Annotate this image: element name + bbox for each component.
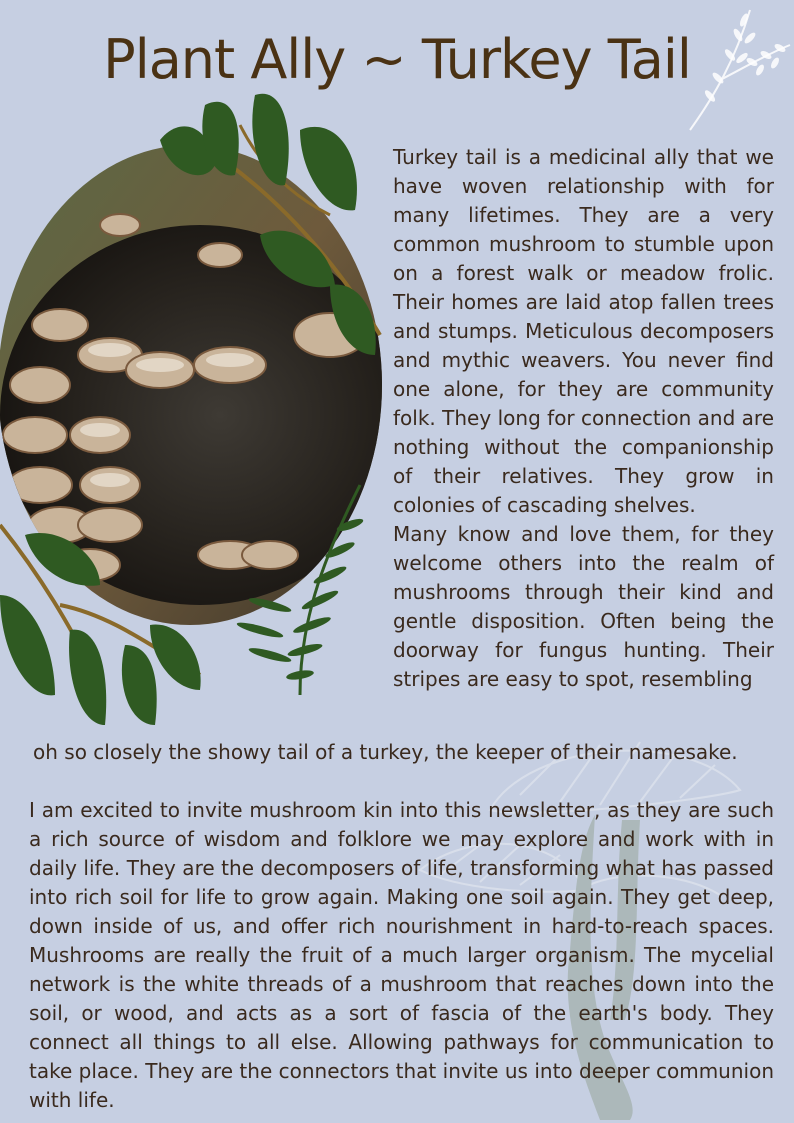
intro-paragraph-1: Turkey tail is a medicinal ally that we have woven relationship with for many lifetimes. They are a very common mushroom to stumble upon on a forest walk or meadow frolic. Their homes are laid atop fallen trees and stumps. Meticulous decomposers and mythic weavers. You never find one alone, for they are community folk. They long for connection and are nothing without the companionship of their relatives. They grow in colonies of cascading shelves. bbox=[393, 145, 774, 517]
intro-text-block bbox=[393, 143, 774, 694]
body-paragraph: I am excited to invite mushroom kin into this newsletter, as they are such a rich source of wisdom and folklore we may explore and work with in daily life. They are the decomposers of life, transforming what has passed into rich soil for life to grow again. Making one soil again. They get deep, down inside of us, and offer rich nourishment in hard-to-reach spaces. Mushrooms are really the fruit of a much larger organism. The mycelial network is the white threads of a mushroom that reaches down into the soil, or wood, and acts as a sort of fascia of the earth's body. They connect all things to all else. Allowing pathways for communication to take place. They are the connectors that invite us into deeper communion with life. bbox=[29, 798, 774, 1112]
page-title: Plant Ally ~ Turkey Tail bbox=[103, 28, 691, 91]
intro-paragraph-2: Many know and love them, for they welcome others into the realm of mushrooms through their kind and gentle disposition. Often being the doorway for fungus hunting. Their stripes are easy to spot, resembling bbox=[393, 522, 774, 691]
intro-continuation: oh so closely the showy tail of a turkey, the keeper of their namesake. bbox=[33, 740, 738, 764]
turkey-tail-photo-frame bbox=[0, 85, 400, 735]
